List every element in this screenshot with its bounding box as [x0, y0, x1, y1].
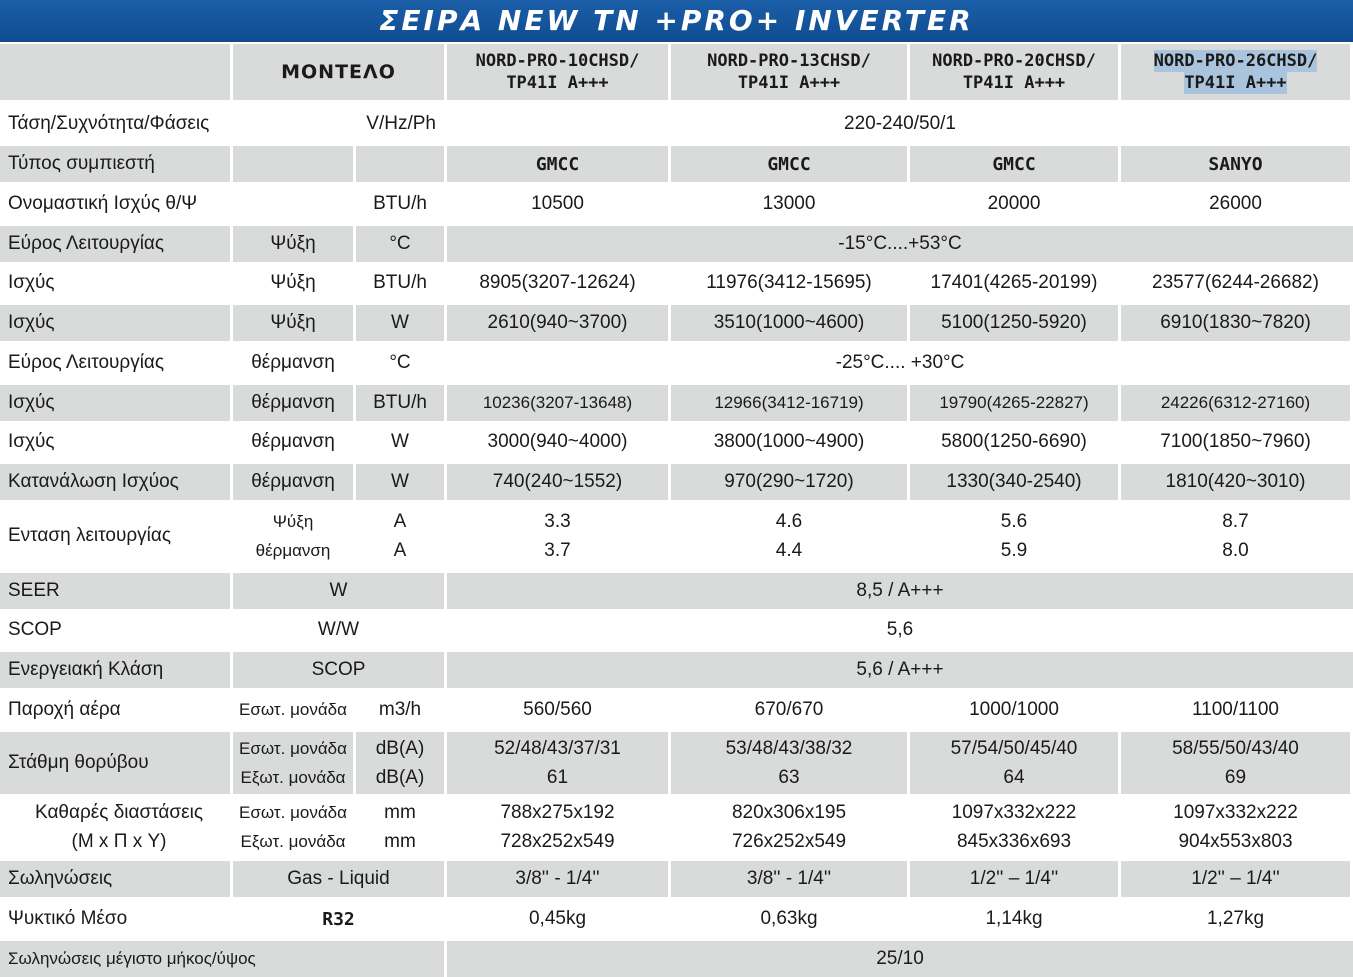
row-current-value-2-line1: 4.6 [775, 511, 803, 532]
row-noise-label: Στάθμη θορύβου [0, 732, 230, 794]
row-power_cool_btu-mode: Ψύξη [270, 272, 316, 293]
row-power_heat_btu-value-2: 12966(3412-16719) [671, 385, 907, 421]
row-airflow-unit: m3/h [378, 699, 422, 720]
row-power_heat_w-value-2: 3800(1000~4900) [713, 431, 865, 452]
row-piping-value-2: 3/8'' - 1/4'' [671, 861, 907, 897]
row-current-value-3-line1: 5.6 [1000, 511, 1028, 532]
row-current-unit [356, 504, 444, 568]
row-power_cool_w-value-1: 2610(940~3700) [447, 305, 668, 341]
row-noise-value-3-line1: 57/54/50/45/40 [950, 738, 1078, 759]
row-current-value-2-line2: 4.4 [775, 540, 803, 561]
row-refrigerant-value-1: 0,45kg [528, 908, 587, 929]
row-noise-value-1 [447, 732, 668, 794]
row-airflow-value-1: 560/560 [523, 699, 592, 720]
row-current-unit-line1: A [393, 511, 407, 532]
row-compressor-unit [356, 146, 444, 182]
row-nominal-label: Ονομαστική Ισχύς θ/Ψ [8, 193, 198, 214]
row-dimensions-value-1-line2: 728x252x549 [500, 831, 615, 852]
header-model-3 [910, 44, 1118, 100]
row-refrigerant-label: Ψυκτικό Μέσο [8, 908, 128, 929]
row-dimensions-unit-line2: mm [384, 831, 416, 852]
row-airflow-label: Παροχή αέρα [8, 699, 121, 720]
row-current-value-3-line2: 5.9 [1000, 540, 1028, 561]
row-power_heat_btu-mode: θέρμανση [233, 385, 353, 421]
row-dimensions-mode [233, 798, 353, 856]
row-noise-value-4-line1: 58/55/50/43/40 [1172, 738, 1299, 759]
header-model-2 [671, 44, 907, 100]
row-dimensions-value-1 [447, 798, 668, 856]
row-piping-value-4: 1/2'' – 1/4'' [1121, 861, 1350, 897]
row-voltage-unit: V/Hz/Ph [366, 113, 436, 134]
row-dimensions-value-1-line1: 788x275x192 [500, 802, 615, 823]
row-noise-unit-line1: dB(A) [375, 738, 425, 759]
row-nominal-value-4: 26000 [1209, 193, 1262, 214]
row-range_heat-unit: °C [389, 352, 411, 373]
row-refrigerant-unit: R32 [322, 908, 355, 930]
row-current-mode [233, 504, 353, 568]
row-dimensions-label-line2: (Μ x Π x Υ) [71, 831, 167, 852]
row-dimensions-value-4-line2: 904x553x803 [1178, 831, 1293, 852]
row-noise-mode [233, 732, 353, 794]
header-model-4 [1121, 44, 1350, 100]
row-range_heat-value: -25°C.... +30°C [835, 352, 965, 373]
row-piping-unit: Gas - Liquid [233, 861, 444, 897]
row-seer-value: 8,5 / A+++ [447, 573, 1353, 609]
row-current-label: Ενταση λειτουργίας [8, 525, 172, 546]
row-power_heat_w-value-3: 5800(1250-6690) [941, 431, 1087, 452]
row-seer-unit: W [233, 573, 444, 609]
row-dimensions-mode-line1: Εσωτ. μονάδα [239, 803, 347, 822]
row-power_heat_w-label: Ισχύς [8, 431, 55, 452]
row-dimensions-value-2 [671, 798, 907, 856]
row-dimensions-value-2-line2: 726x252x549 [731, 831, 847, 852]
row-dimensions-value-2-line1: 820x306x195 [731, 802, 847, 823]
row-noise-value-1-line1: 52/48/43/37/31 [494, 738, 621, 759]
row-compressor-mode [233, 146, 353, 182]
row-noise-value-2-line2: 63 [778, 767, 800, 788]
row-piping-value-1: 3/8'' - 1/4'' [447, 861, 668, 897]
header-model-line1: NORD-PRO-10CHSD/ [475, 51, 640, 71]
header-model-line2: TP41I A+++ [1184, 73, 1287, 93]
row-consumption-value-3: 1330(340-2540) [910, 464, 1118, 500]
row-noise-value-3-line2: 64 [1003, 767, 1025, 788]
header-model-line2: TP41I A+++ [506, 73, 609, 93]
row-current-mode-line2: θέρμανση [255, 541, 331, 560]
row-range_heat-mode: θέρμανση [251, 352, 335, 373]
row-voltage-label: Τάση/Συχνότητα/Φάσεις [8, 113, 210, 134]
row-noise-mode-line1: Εσωτ. μονάδα [239, 739, 347, 758]
row-current-mode-line1: Ψύξη [272, 512, 314, 531]
row-refrigerant-value-3: 1,14kg [985, 908, 1043, 929]
row-dimensions-label [0, 798, 230, 856]
row-dimensions-unit [356, 798, 444, 856]
header-model-line1: NORD-PRO-26CHSD/ [1153, 51, 1318, 71]
row-noise-value-2 [671, 732, 907, 794]
row-noise-unit [356, 732, 444, 794]
row-airflow-mode: Εσωτ. μονάδα [239, 700, 347, 719]
row-consumption-value-4: 1810(420~3010) [1121, 464, 1350, 500]
row-scop-value: 5,6 [886, 619, 914, 640]
row-power_heat_w-unit: W [391, 431, 409, 452]
row-energy_class-label: Ενεργειακή Κλάση [0, 652, 230, 688]
row-power_cool_btu-value-1: 8905(3207-12624) [479, 272, 636, 293]
row-noise-value-3 [910, 732, 1118, 794]
row-scop-label: SCOP [8, 619, 62, 640]
row-power_heat_btu-value-3: 19790(4265-22827) [910, 385, 1118, 421]
row-noise-mode-line2: Εξωτ. μονάδα [240, 768, 346, 787]
row-current-value-4-line2: 8.0 [1222, 540, 1249, 561]
row-power_cool_btu-label: Ισχύς [8, 272, 55, 293]
row-scop-unit: W/W [317, 619, 360, 640]
row-current-value-4-line1: 8.7 [1222, 511, 1249, 532]
row-airflow-value-2: 670/670 [754, 699, 824, 720]
row-consumption-mode: θέρμανση [233, 464, 353, 500]
row-nominal-value-3: 20000 [987, 193, 1041, 214]
row-range_heat-label: Εύρος Λειτουργίας [8, 352, 165, 373]
header-model-1 [447, 44, 668, 100]
row-nominal-value-2: 13000 [762, 193, 816, 214]
row-nominal-unit: BTU/h [373, 193, 427, 214]
row-energy_class-unit: SCOP [233, 652, 444, 688]
row-dimensions-value-4-line1: 1097x332x222 [1173, 802, 1298, 823]
row-current-value-2 [671, 504, 907, 568]
row-airflow-value-3: 1000/1000 [969, 699, 1059, 720]
row-power_cool_btu-value-2: 11976(3412-15695) [706, 272, 872, 293]
row-airflow-value-4: 1100/1100 [1192, 699, 1279, 720]
row-range_cool-mode: Ψύξη [233, 226, 353, 262]
header-model-line2: TP41I A+++ [962, 73, 1066, 93]
header-model-line1: NORD-PRO-13CHSD/ [707, 51, 871, 71]
row-refrigerant-value-4: 1,27kg [1206, 908, 1265, 929]
header-model-line1: NORD-PRO-20CHSD/ [932, 51, 1096, 71]
row-current-value-1-line2: 3.7 [544, 540, 571, 561]
row-current-value-4 [1121, 504, 1350, 568]
row-power_cool_w-unit: W [356, 305, 444, 341]
header-blank [0, 44, 230, 100]
row-range_cool-value: -15°C....+53°C [447, 226, 1353, 262]
row-nominal-mode [233, 186, 353, 222]
row-dimensions-label-line1: Καθαρές διαστάσεις [35, 802, 203, 823]
row-power_cool_w-value-2: 3510(1000~4600) [671, 305, 907, 341]
row-noise-value-1-line2: 61 [546, 767, 569, 788]
row-current-value-1-line1: 3.3 [544, 511, 571, 532]
row-compressor-label: Τύπος συμπιεστή [0, 146, 230, 182]
row-pipe_max-label: Σωληνώσεις μέγιστο μήκος/ύψος [0, 941, 444, 977]
row-noise-unit-line2: dB(A) [375, 767, 425, 788]
row-compressor-value-2: GMCC [671, 146, 907, 182]
row-compressor-value-4: SANYO [1121, 146, 1350, 182]
header-model-label: ΜΟΝΤΕΛΟ [233, 44, 444, 100]
row-dimensions-value-3-line2: 845x336x693 [956, 831, 1072, 852]
row-dimensions-value-3 [910, 798, 1118, 856]
row-piping-value-3: 1/2'' – 1/4'' [910, 861, 1118, 897]
row-dimensions-unit-line1: mm [384, 802, 416, 823]
row-dimensions-mode-line2: Εξωτ. μονάδα [240, 832, 346, 851]
row-power_heat_w-mode: θέρμανση [251, 431, 335, 452]
row-nominal-value-1: 10500 [531, 193, 584, 214]
row-power_cool_w-value-4: 6910(1830~7820) [1121, 305, 1350, 341]
row-compressor-value-1: GMCC [447, 146, 668, 182]
row-power_heat_btu-label: Ισχύς [0, 385, 230, 421]
row-power_cool_w-label: Ισχύς [0, 305, 230, 341]
row-voltage-value: 220-240/50/1 [844, 113, 956, 134]
row-seer-label: SEER [0, 573, 230, 609]
row-consumption-label: Κατανάλωση Ισχύος [0, 464, 230, 500]
row-dimensions-value-4 [1121, 798, 1350, 856]
row-power_cool_btu-value-3: 17401(4265-20199) [930, 272, 1098, 293]
row-power_cool_btu-value-4: 23577(6244-26682) [1152, 272, 1319, 293]
row-noise-value-2-line1: 53/48/43/38/32 [725, 738, 853, 759]
row-power_cool_btu-unit: BTU/h [373, 272, 427, 293]
row-current-value-1 [447, 504, 668, 568]
row-range_cool-unit: °C [356, 226, 444, 262]
row-compressor-value-3: GMCC [910, 146, 1118, 182]
row-range_cool-label: Εύρος Λειτουργίας [0, 226, 230, 262]
row-current-unit-line2: A [393, 540, 407, 561]
row-energy_class-value: 5,6 / A+++ [447, 652, 1353, 688]
row-pipe_max-value: 25/10 [447, 941, 1353, 977]
row-consumption-value-2: 970(290~1720) [671, 464, 907, 500]
row-power_heat_w-value-4: 7100(1850~7960) [1160, 431, 1311, 452]
row-noise-value-4-line2: 69 [1224, 767, 1247, 788]
header-model-line2: TP41I A+++ [737, 73, 841, 93]
row-piping-label: Σωληνώσεις [0, 861, 230, 897]
row-power_heat_w-value-1: 3000(940~4000) [487, 431, 628, 452]
row-dimensions-value-3-line1: 1097x332x222 [951, 802, 1077, 823]
row-noise-value-4 [1121, 732, 1350, 794]
row-power_heat_btu-value-4: 24226(6312-27160) [1121, 385, 1350, 421]
row-power_heat_btu-value-1: 10236(3207-13648) [447, 385, 668, 421]
row-power_cool_w-mode: Ψύξη [233, 305, 353, 341]
row-consumption-unit: W [356, 464, 444, 500]
row-current-value-3 [910, 504, 1118, 568]
row-power_heat_btu-unit: BTU/h [356, 385, 444, 421]
row-refrigerant-value-2: 0,63kg [760, 908, 818, 929]
table-title: ΣΕΙΡΑ NEW TN +PRO+ INVERTER [0, 0, 1353, 42]
row-consumption-value-1: 740(240~1552) [447, 464, 668, 500]
row-power_cool_w-value-3: 5100(1250-5920) [910, 305, 1118, 341]
